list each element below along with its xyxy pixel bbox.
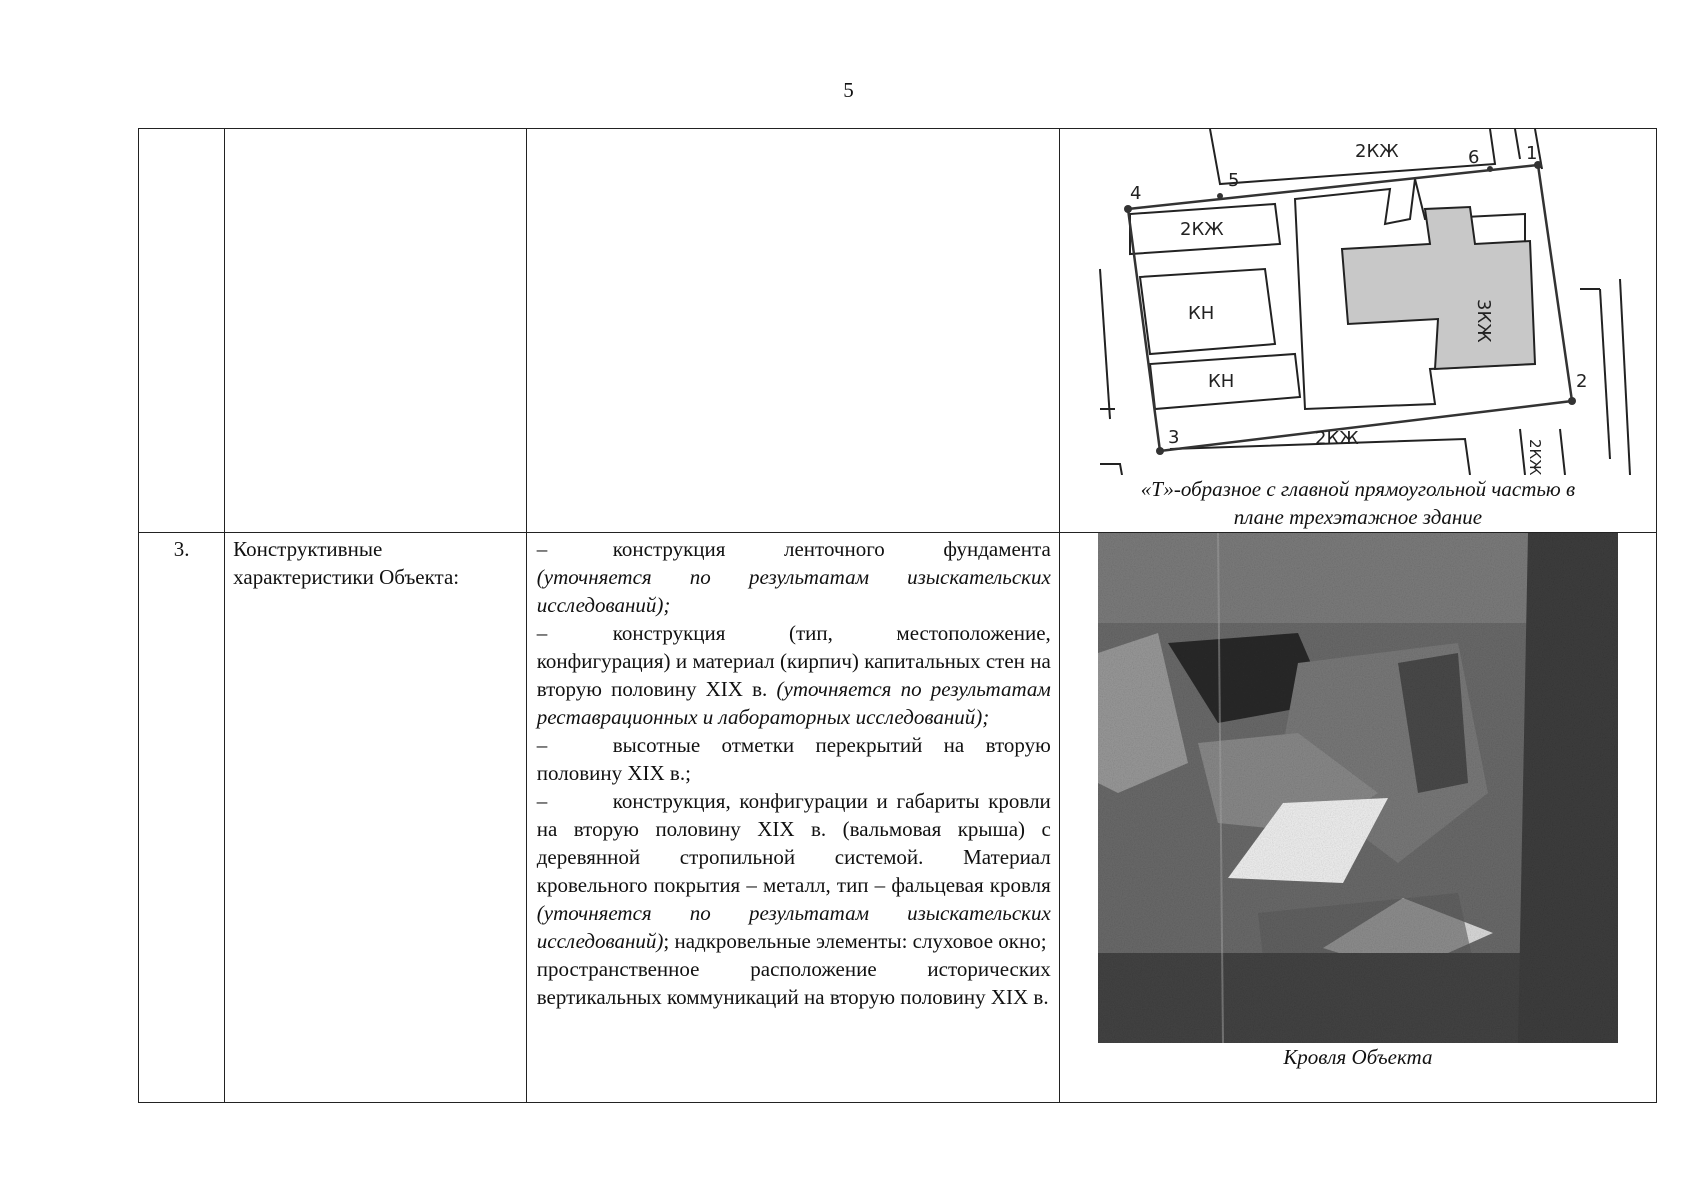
roof-aerial-photo xyxy=(1060,533,1656,1043)
point-5: 5 xyxy=(1227,170,1240,191)
label-center-upper: КН xyxy=(1187,303,1215,324)
list-item: – конструкция (тип, местоположение, конфигурация) и материал (кирпич) капитальных стен на вторую половину XIX в. (уточняется по результатам реставрационных и лабораторных исследований); xyxy=(536,621,1051,729)
label-bottom: 2КЖ xyxy=(1314,428,1359,449)
row-description-cell xyxy=(526,533,1059,1103)
photo-cell xyxy=(1059,533,1656,1103)
table-row xyxy=(139,129,1657,533)
point-1: 1 xyxy=(1525,143,1538,164)
plan-cell xyxy=(1059,129,1656,533)
site-plan-drawing xyxy=(1060,129,1656,475)
list-item: пространственное расположение исторических вертикальных коммуникаций на вторую половину XIX в. xyxy=(536,957,1051,1009)
point-6: 6 xyxy=(1467,147,1480,168)
point-3: 3 xyxy=(1167,427,1180,448)
point-4: 4 xyxy=(1129,183,1142,204)
row-description-cell xyxy=(526,129,1059,533)
characteristics-table xyxy=(138,128,1657,1103)
page-number: 5 xyxy=(843,78,854,102)
label-top: 2КЖ xyxy=(1354,141,1399,162)
label-right-bottom: 2КЖ xyxy=(1525,439,1544,475)
point-2: 2 xyxy=(1575,371,1588,392)
list-item: – конструкция, конфигурации и габариты кровли на вторую половину XIX в. (вальмовая крыша) с деревянной стропильной системой. Материал кровельного покрытия – металл, тип – фальцевая кровля (уточняется по результатам изыскательских исследований); надкровельные элементы: слуховое окно; xyxy=(536,789,1051,953)
plan-caption: «Т»-образное с главной прямоугольной частью в плане трехэтажное здание xyxy=(1140,477,1576,529)
list-item: – конструкция ленточного фундамента (уточняется по результатам изыскательских исследований); xyxy=(536,537,1051,617)
table-row xyxy=(139,533,1657,1103)
main-building-shape xyxy=(1342,207,1535,369)
label-main: 3КЖ xyxy=(1472,299,1494,343)
row-number-cell xyxy=(139,129,225,533)
label-left-upper: 2КЖ xyxy=(1179,219,1224,240)
row-number-cell: 3. xyxy=(139,533,225,1103)
row-name-cell xyxy=(225,129,527,533)
photo-caption: Кровля Объекта xyxy=(1283,1045,1433,1069)
label-center-lower: КН xyxy=(1207,371,1235,392)
list-item: – высотные отметки перекрытий на вторую половину XIX в.; xyxy=(536,733,1051,785)
row-name-cell: Конструктивные характеристики Объекта: xyxy=(225,533,527,1103)
